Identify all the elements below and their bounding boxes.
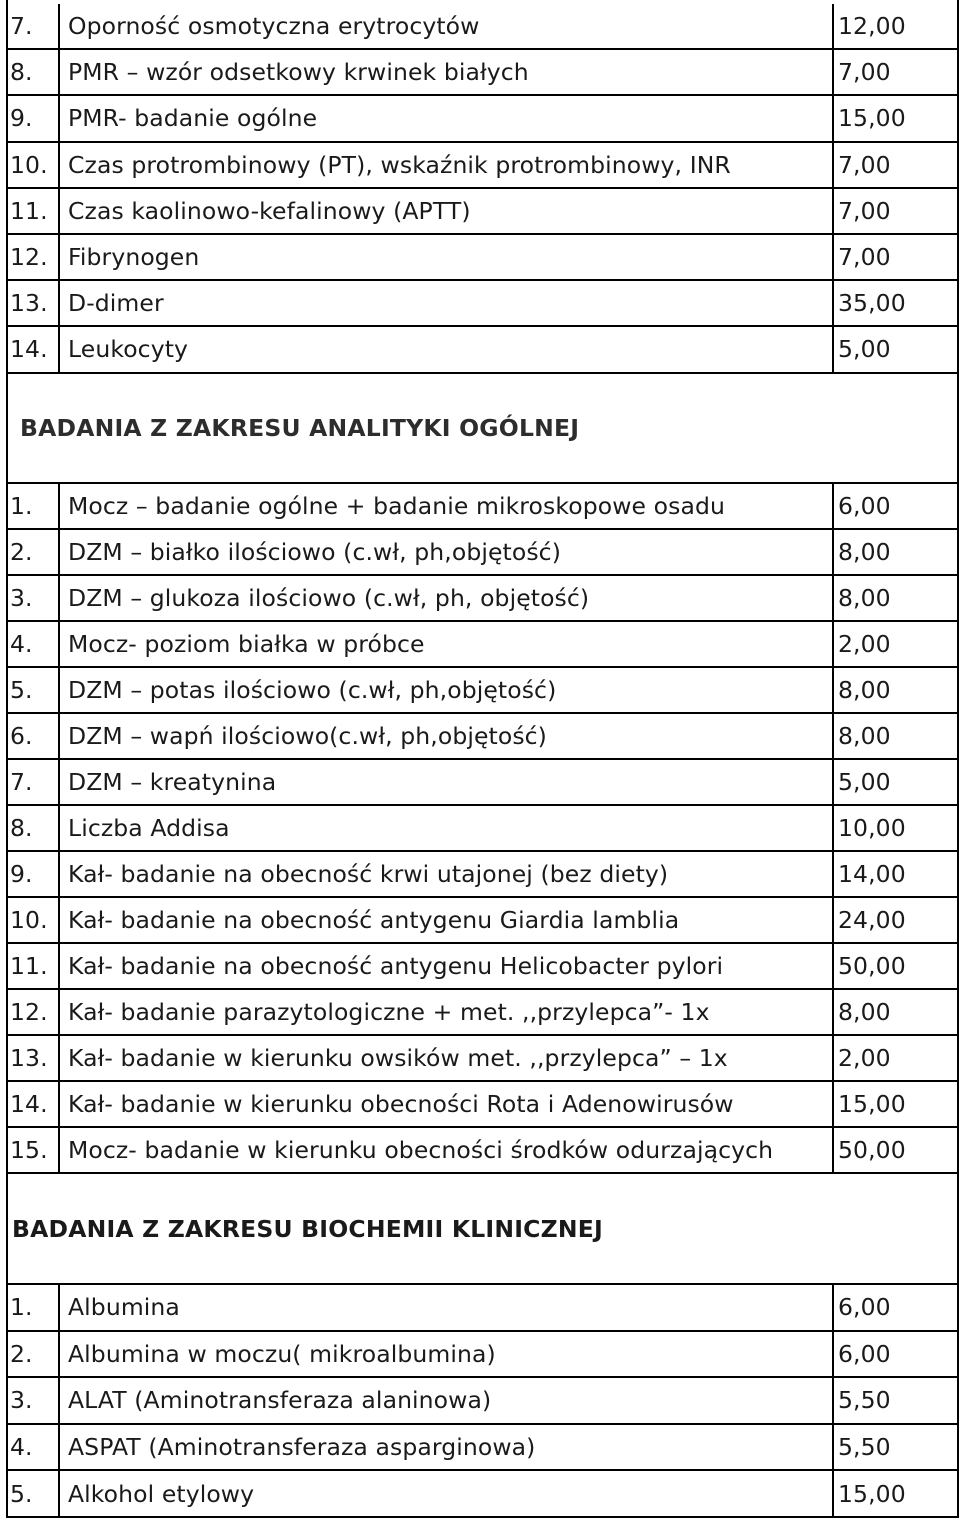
column-divider (832, 898, 834, 942)
test-name: Mocz- badanie w kierunku obecności środków odurzających (68, 1136, 774, 1164)
row-number: 10. (10, 906, 48, 934)
column-divider (832, 852, 834, 896)
test-price: 6,00 (838, 1293, 891, 1322)
column-divider (832, 760, 834, 804)
column-divider (832, 235, 834, 279)
table-row (6, 760, 959, 806)
test-price: 50,00 (838, 952, 906, 980)
row-number: 15. (10, 1136, 48, 1164)
column-divider (832, 1332, 834, 1377)
row-number: 13. (10, 289, 48, 318)
test-name: D-dimer (68, 289, 164, 318)
test-name: Alkohol etylowy (68, 1479, 255, 1508)
section-title: BADANIA Z ZAKRESU BIOCHEMII KLINICZNEJ (12, 1214, 603, 1243)
row-number: 12. (10, 998, 48, 1026)
column-divider (832, 668, 834, 712)
test-name: Mocz- poziom białka w próbce (68, 630, 425, 658)
table-row (6, 1082, 959, 1128)
table-row (6, 1332, 959, 1379)
test-price: 12,00 (838, 12, 906, 41)
test-price: 2,00 (838, 1044, 891, 1072)
test-name: DZM – glukoza ilościowo (c.wł, ph, objętość) (68, 584, 590, 612)
test-name: Liczba Addisa (68, 814, 230, 842)
test-price: 14,00 (838, 860, 906, 888)
table-row (6, 50, 959, 96)
test-name: Albumina (68, 1293, 180, 1322)
test-price: 8,00 (838, 584, 891, 612)
test-price: 5,50 (838, 1433, 891, 1462)
table-row (6, 806, 959, 852)
test-price: 15,00 (838, 1479, 906, 1508)
row-number: 1. (10, 492, 33, 520)
test-price: 7,00 (838, 58, 891, 87)
test-name: DZM – kreatynina (68, 768, 277, 796)
column-divider (832, 484, 834, 528)
test-price: 8,00 (838, 998, 891, 1026)
row-number: 8. (10, 58, 33, 87)
test-price: 24,00 (838, 906, 906, 934)
column-divider (832, 714, 834, 758)
table-row (6, 235, 959, 281)
column-divider (832, 1285, 834, 1330)
column-divider (832, 806, 834, 850)
row-number: 3. (10, 584, 33, 612)
column-divider (832, 143, 834, 187)
test-price: 5,00 (838, 768, 891, 796)
table-row (6, 96, 959, 142)
test-name: DZM – wapń ilościowo(c.wł, ph,objętość) (68, 722, 547, 750)
table-row (6, 281, 959, 327)
table-row (6, 944, 959, 990)
column-divider (832, 1378, 834, 1423)
table-row (6, 898, 959, 944)
table-row (6, 1471, 959, 1518)
table-row (6, 327, 959, 373)
column-divider (832, 1425, 834, 1470)
test-name: Fibrynogen (68, 243, 200, 272)
table-row (6, 1285, 959, 1332)
row-number: 7. (10, 768, 33, 796)
table-row (6, 990, 959, 1036)
row-number: 12. (10, 243, 48, 272)
row-number: 14. (10, 335, 48, 364)
table-row (6, 189, 959, 235)
column-divider (832, 1128, 834, 1172)
row-number: 7. (10, 12, 33, 41)
test-price: 50,00 (838, 1136, 906, 1164)
row-number: 5. (10, 1479, 33, 1508)
row-number: 5. (10, 676, 33, 704)
table-row (6, 1128, 959, 1174)
column-divider (832, 530, 834, 574)
test-name: PMR – wzór odsetkowy krwinek białych (68, 58, 529, 87)
column-divider (832, 622, 834, 666)
test-price: 6,00 (838, 1339, 891, 1368)
row-number: 9. (10, 104, 33, 133)
test-name: Czas protrombinowy (PT), wskaźnik protrombinowy, INR (68, 150, 731, 179)
table-row (6, 622, 959, 668)
column-divider (832, 1082, 834, 1126)
table-row (6, 852, 959, 898)
row-number: 14. (10, 1090, 48, 1118)
table-row (6, 668, 959, 714)
column-divider (832, 189, 834, 233)
table-row (6, 1378, 959, 1425)
column-divider (832, 4, 834, 48)
test-price: 2,00 (838, 630, 891, 658)
test-name: ASPAT (Aminotransferaza asparginowa) (68, 1433, 536, 1462)
row-number: 4. (10, 630, 33, 658)
table-row (6, 1425, 959, 1472)
table-row (6, 530, 959, 576)
row-number: 2. (10, 1339, 33, 1368)
test-price: 6,00 (838, 492, 891, 520)
test-price: 5,00 (838, 335, 891, 364)
test-price: 15,00 (838, 1090, 906, 1118)
test-price: 7,00 (838, 196, 891, 225)
column-divider (832, 96, 834, 140)
section-header (6, 1174, 959, 1285)
row-number: 8. (10, 814, 33, 842)
column-divider (832, 990, 834, 1034)
table-row (6, 484, 959, 530)
test-price: 7,00 (838, 150, 891, 179)
test-name: DZM – potas ilościowo (c.wł, ph,objętość) (68, 676, 557, 704)
row-number: 13. (10, 1044, 48, 1072)
test-price: 8,00 (838, 676, 891, 704)
test-price: 5,50 (838, 1386, 891, 1415)
column-divider (832, 944, 834, 988)
row-number: 2. (10, 538, 33, 566)
test-name: Kał- badanie w kierunku owsików met. ,,przylepca” – 1x (68, 1044, 728, 1072)
row-number: 1. (10, 1293, 33, 1322)
row-number: 4. (10, 1433, 33, 1462)
test-name: Albumina w moczu( mikroalbumina) (68, 1339, 496, 1368)
column-divider (832, 327, 834, 371)
test-name: Kał- badanie na obecność krwi utajonej (bez diety) (68, 860, 669, 888)
test-name: PMR- badanie ogólne (68, 104, 318, 133)
column-divider (832, 1036, 834, 1080)
table-row (6, 4, 959, 50)
row-number: 9. (10, 860, 33, 888)
column-divider (832, 50, 834, 94)
test-name: Kał- badanie na obecność antygenu Helicobacter pylori (68, 952, 724, 980)
column-divider (832, 576, 834, 620)
row-number: 11. (10, 196, 48, 225)
test-name: Leukocyty (68, 335, 189, 364)
table-row (6, 143, 959, 189)
test-price: 8,00 (838, 538, 891, 566)
test-name: Oporność osmotyczna erytrocytów (68, 12, 480, 41)
row-number: 6. (10, 722, 33, 750)
test-name: Mocz – badanie ogólne + badanie mikroskopowe osadu (68, 492, 725, 520)
test-price: 15,00 (838, 104, 906, 133)
section-title: BADANIA Z ZAKRESU ANALITYKI OGÓLNEJ (20, 414, 580, 442)
table-row (6, 714, 959, 760)
test-name: ALAT (Aminotransferaza alaninowa) (68, 1386, 492, 1415)
test-name: Czas kaolinowo-kefalinowy (APTT) (68, 196, 471, 225)
test-name: Kał- badanie w kierunku obecności Rota i Adenowirusów (68, 1090, 734, 1118)
row-number: 3. (10, 1386, 33, 1415)
section-header (6, 374, 959, 484)
test-name: DZM – białko ilościowo (c.wł, ph,objętość) (68, 538, 561, 566)
table-row (6, 576, 959, 622)
test-name: Kał- badanie na obecność antygenu Giardia lamblia (68, 906, 680, 934)
test-price: 8,00 (838, 722, 891, 750)
test-price: 7,00 (838, 243, 891, 272)
row-number: 11. (10, 952, 48, 980)
test-name: Kał- badanie parazytologiczne + met. ,,przylepca”- 1x (68, 998, 710, 1026)
table-row (6, 1036, 959, 1082)
row-number: 10. (10, 150, 48, 179)
column-divider (832, 1471, 834, 1516)
test-price: 10,00 (838, 814, 906, 842)
test-price: 35,00 (838, 289, 906, 318)
column-divider (832, 281, 834, 325)
